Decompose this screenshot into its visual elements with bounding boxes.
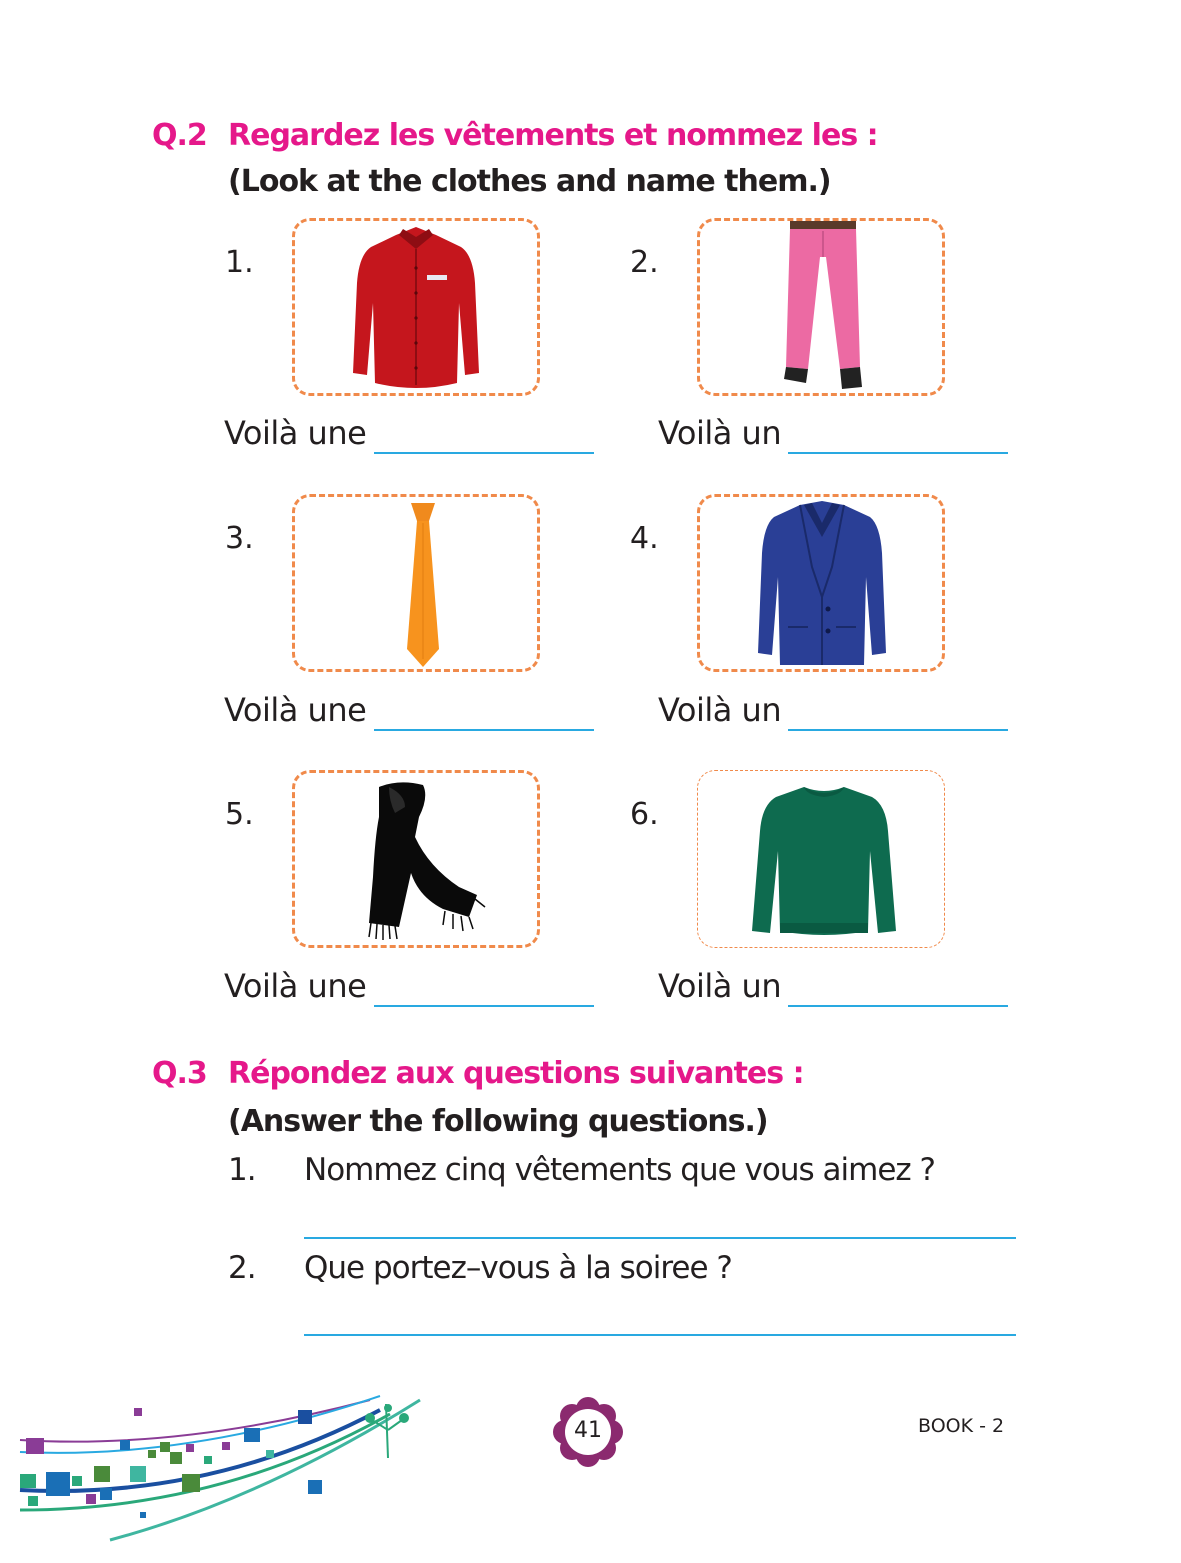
item-number: 3. xyxy=(225,521,254,556)
question-number: 1. xyxy=(228,1152,256,1188)
item-picture-frame xyxy=(292,218,540,396)
answer-prefix: Voilà une xyxy=(224,691,367,729)
black-scarf-icon xyxy=(359,777,489,949)
q3-number: Q.3 xyxy=(152,1056,207,1091)
q2-number: Q.2 xyxy=(152,118,207,153)
item-picture-frame xyxy=(697,494,945,672)
question-text: Nommez cinq vêtements que vous aimez ? xyxy=(304,1152,935,1188)
question-number: 2. xyxy=(228,1250,256,1286)
decorative-swoosh-graphic xyxy=(0,1380,440,1563)
answer-blank-line[interactable] xyxy=(304,1334,1016,1336)
question-text: Que portez–vous à la soiree ? xyxy=(304,1250,732,1286)
item-picture-frame xyxy=(292,770,540,948)
answer-blank-line[interactable] xyxy=(374,729,594,731)
item-number: 2. xyxy=(630,245,659,280)
answer-prefix: Voilà un xyxy=(658,967,782,1005)
blue-jacket-icon xyxy=(752,497,892,669)
item-picture-frame xyxy=(292,494,540,672)
red-shirt-icon xyxy=(341,223,491,393)
answer-blank-line[interactable] xyxy=(374,1005,594,1007)
answer-prefix: Voilà une xyxy=(224,967,367,1005)
q2-title: Regardez les vêtements et nommez les : xyxy=(228,118,878,153)
answer-blank-line[interactable] xyxy=(304,1237,1016,1239)
answer-blank-line[interactable] xyxy=(788,452,1008,454)
item-number: 6. xyxy=(630,797,659,832)
answer-blank-line[interactable] xyxy=(374,452,594,454)
answer-blank-line[interactable] xyxy=(788,729,1008,731)
item-number: 4. xyxy=(630,521,659,556)
item-number: 5. xyxy=(225,797,254,832)
item-number: 1. xyxy=(225,245,254,280)
orange-tie-icon xyxy=(393,499,453,669)
answer-blank-line[interactable] xyxy=(788,1005,1008,1007)
pink-trousers-icon xyxy=(768,217,878,397)
book-label: BOOK - 2 xyxy=(918,1415,1005,1437)
page-number: 41 xyxy=(574,1418,602,1443)
green-sweater-icon xyxy=(746,781,902,941)
q3-title: Répondez aux questions suivantes : xyxy=(228,1056,804,1091)
answer-prefix: Voilà un xyxy=(658,691,782,729)
answer-prefix: Voilà une xyxy=(224,414,367,452)
q3-subtitle: (Answer the following questions.) xyxy=(228,1104,768,1139)
item-picture-frame xyxy=(697,770,945,948)
q2-subtitle: (Look at the clothes and name them.) xyxy=(228,164,831,199)
item-picture-frame xyxy=(697,218,945,396)
answer-prefix: Voilà un xyxy=(658,414,782,452)
